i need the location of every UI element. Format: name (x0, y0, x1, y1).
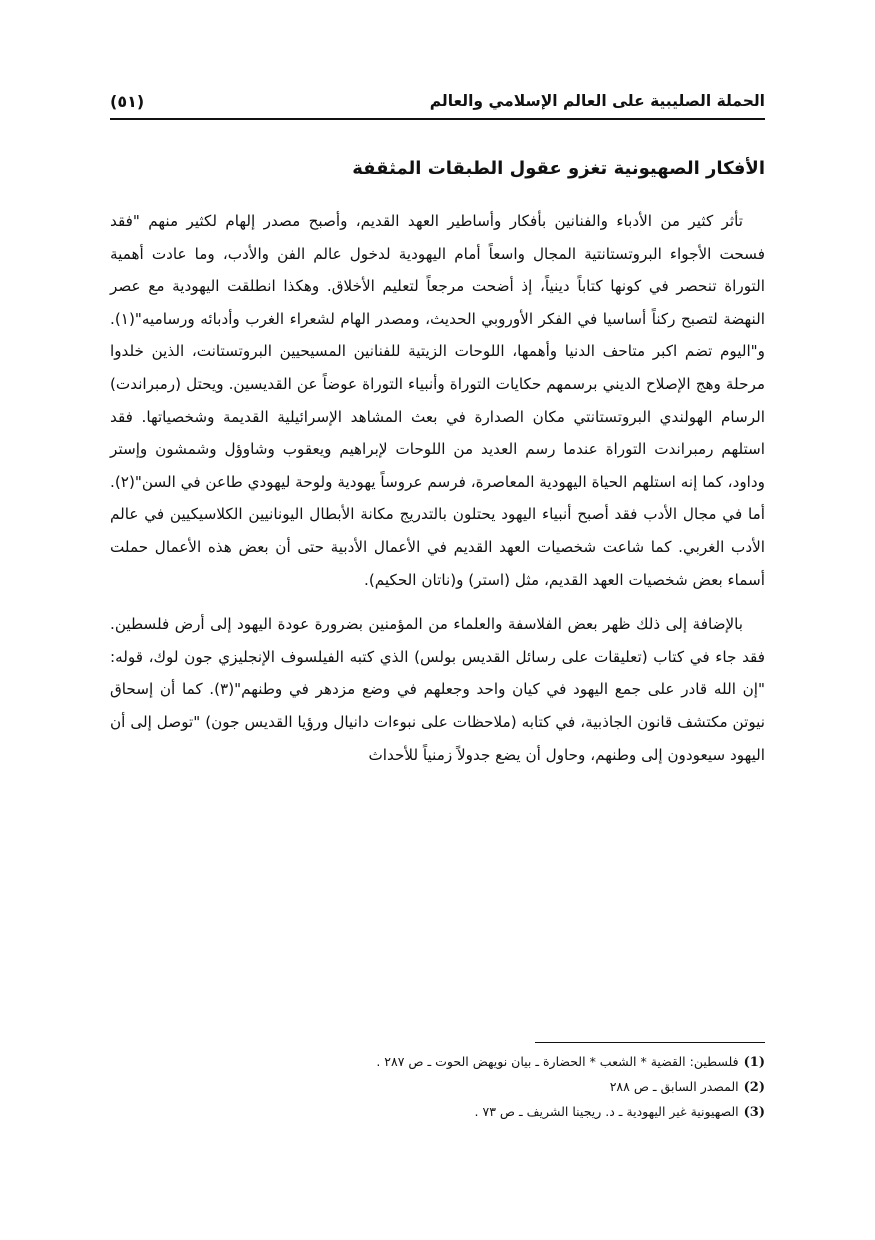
footnote-2 (110, 1075, 765, 1100)
document-page (110, 84, 765, 1184)
running-title: الحملة الصليبية على العالم الإسلامي والعالم (429, 92, 765, 110)
page-number: (٥١) (110, 91, 145, 111)
section-title: الأفكار الصهيونية تغزو عقول الطبقات المثقفة (352, 158, 765, 179)
footnote-text: فلسطين: القضية * الشعب * الحضارة ـ بيان نويهض الحوت ـ ص ٢٨٧ . (376, 1054, 739, 1069)
footnote-mark: (2) (743, 1080, 765, 1095)
footnote-mark: (1) (743, 1055, 765, 1070)
footnote-divider (535, 1042, 765, 1043)
body-paragraph-1: تأثر كثير من الأدباء والفنانين بأفكار وأساطير العهد القديم، وأصبح مصدر إلهام لكثير منهم "فقد فسحت الأجواء البروتستانتية المجال واسعاً أمام اليهودية لدخول عالم الفن والأدب، وما عادت أهمية التوراة تنحصر في كونها كتاباً دينياً، إذ أضحت مرجعاً لتعليم الأخلاق. وهكذا انطلقت اليهودية مع عصر النهضة لتصبح ركناً أساسيا في الفكر الأوروبي الحديث، ومصدر الهام لشعراء الغرب وأدبائه ورساميه"(١). و"اليوم تضم اكبر متاحف الدنيا وأهمها، اللوحات الزيتية للفنانين المسيحيين البروتستانت، الذين خلدوا مرحلة وهج الإصلاح الديني برسمهم حكايات التوراة وأنبياء التوراة عوضاً عن القديسين. ويحتل (رمبراندت) الرسام الهولندي البروتستانتي مكان الصدارة في بعث المشاهد الإسرائيلية القديمة وشخصياتها. فقد استلهم رمبراندت التوراة عندما رسم العديد من اللوحات لإبراهيم ويعقوب وشاوؤل وشمشون وإستر وداود، كما إنه استلهم الحياة اليهودية المعاصرة، فرسم عروساً يهودية ولوحة ليهودي طاعن في السن"(٢). أما في مجال الأدب فقد أصبح أنبياء اليهود يحتلون بالتدريج مكانة الأبطال اليونانيين الكلاسيكيين في عالم الأدب الغربي. كما شاعت شخصيات العهد القديم في الأعمال الأدبية حتى أن بعض هذه الأعمال حملت أسماء بعض شخصيات العهد القديم، مثل (استر) و(ناتان الحكيم). (110, 212, 765, 589)
running-header (110, 84, 765, 120)
footnote-3 (110, 1100, 765, 1125)
footnote-text: المصدر السابق ـ ص ٢٨٨ (609, 1079, 739, 1094)
footnote-mark: (3) (743, 1105, 765, 1120)
footnotes (110, 1050, 765, 1125)
footnote-text: الصهيونية غير اليهودية ـ د. ريجينا الشريف ـ ص ٧٣ . (474, 1104, 739, 1119)
footnote-1 (110, 1050, 765, 1075)
body-paragraph-2: بالإضافة إلى ذلك ظهر بعض الفلاسفة والعلماء من المؤمنين بضرورة عودة اليهود إلى أرض فلسطين. فقد جاء في كتاب (تعليقات على رسائل القديس بولس) الذي كتبه الفيلسوف الإنجليزي جون لوك، قوله: "إن الله قادر على جمع اليهود في كيان واحد وجعلهم في وضع مزدهر في وطنهم"(٣). كما أن إسحاق نيوتن مكتشف قانون الجاذبية، في كتابه (ملاحظات على نبوءات دانيال ورؤيا القديس جون) "توصل إلى أن اليهود سيعودون إلى وطنهم، وحاول أن يضع جدولاً زمنياً للأحداث (110, 615, 765, 764)
